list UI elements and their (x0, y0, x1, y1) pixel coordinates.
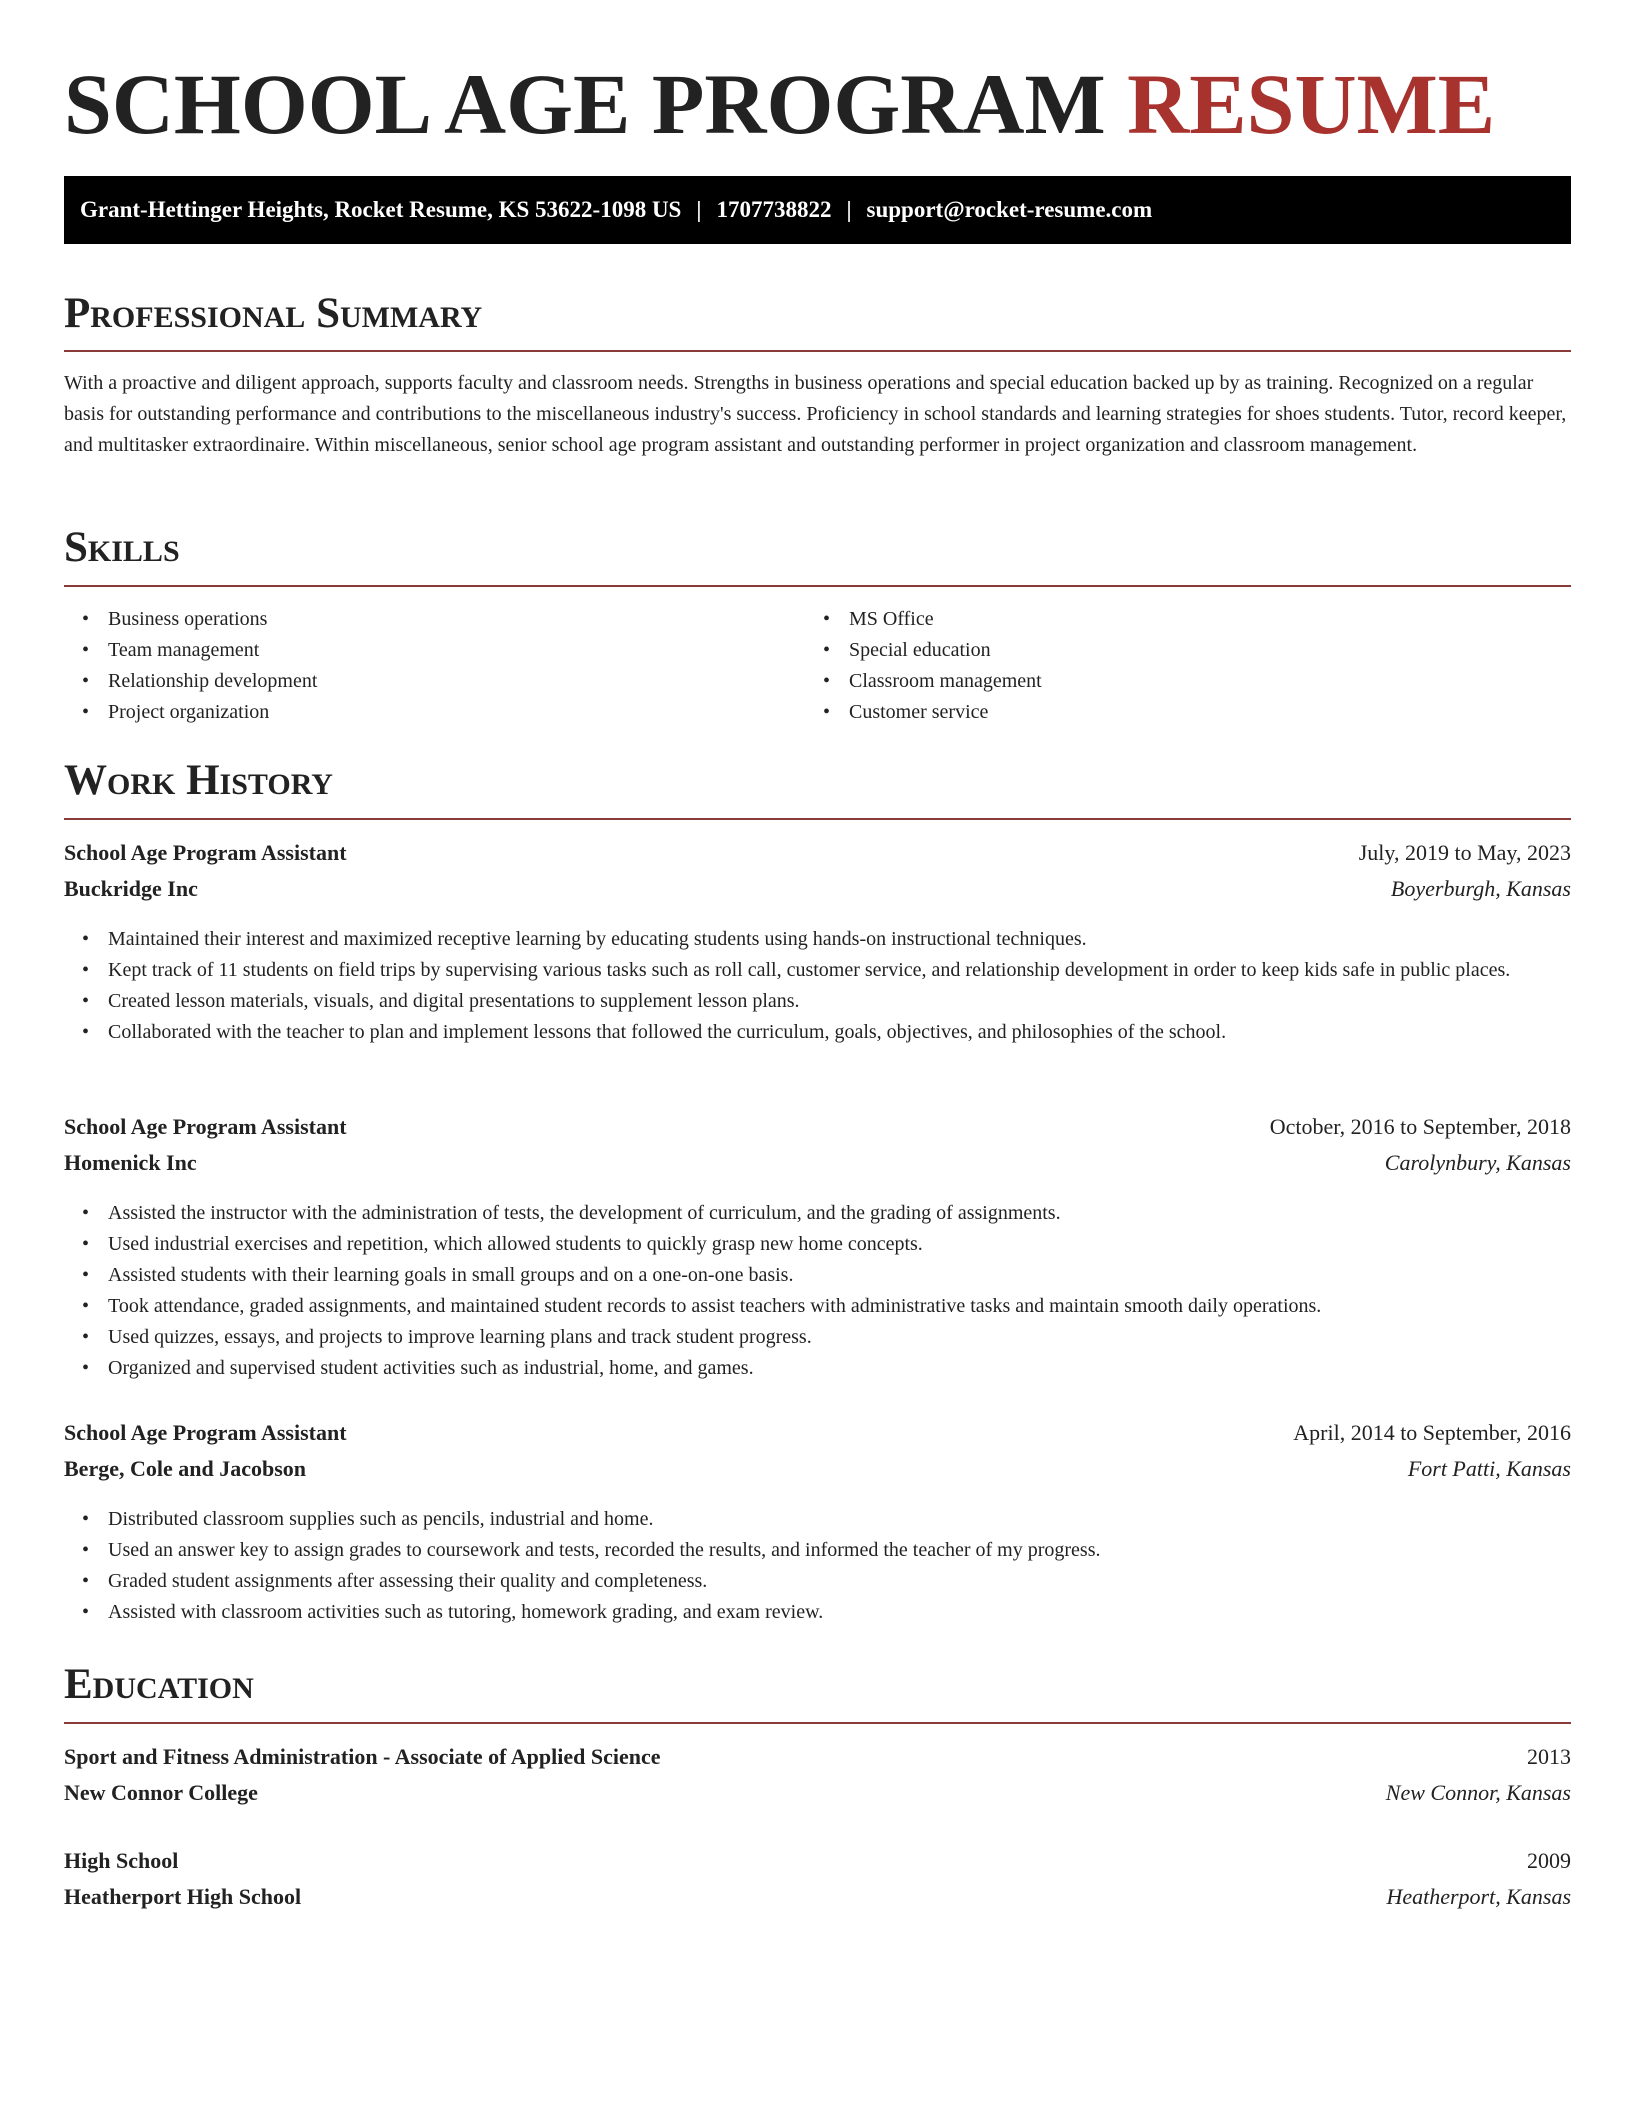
job-title: School Age Program Assistant (64, 1420, 347, 1445)
job-company: Homenick Inc (64, 1150, 197, 1175)
job-bullet: • Assisted students with their learning goals in small groups and on a one-on-one basis. (64, 1260, 1571, 1291)
bullet-icon: • (82, 1295, 90, 1317)
bullet-icon: • (823, 701, 831, 723)
contact-bar (64, 176, 1571, 244)
job-bullet: • Took attendance, graded assignments, and maintained student records to assist teachers with administrative tasks and maintain smooth daily operations. (64, 1291, 1571, 1322)
education-subheader (64, 1780, 1571, 1806)
education-location: New Connor, Kansas (1385, 1780, 1571, 1805)
job-dates: April, 2014 to September, 2016 (1293, 1420, 1571, 1445)
education-location: Heatherport, Kansas (1386, 1884, 1571, 1909)
bullet-icon: • (82, 701, 90, 723)
education-degree: High School (64, 1848, 179, 1873)
education-year: 2013 (1527, 1744, 1571, 1769)
resume-title (64, 54, 1495, 154)
section-heading-work: Work History (64, 757, 333, 804)
section-heading-skills: Skills (64, 524, 180, 571)
section-rule (64, 818, 1571, 820)
job-bullet: • Kept track of 11 students on field trips by supervising various tasks such as roll call, customer service, and relationship development in order to keep kids safe in public places. (64, 955, 1571, 986)
skill-item: • Project organization (64, 697, 804, 728)
job-dates: July, 2019 to May, 2023 (1358, 840, 1571, 865)
education-school: Heatherport High School (64, 1884, 302, 1909)
job-bullet: • Maintained their interest and maximized receptive learning by educating students using hands-on instructional techniques. (64, 924, 1571, 955)
skills-list-left (64, 604, 804, 728)
job-location: Boyerburgh, Kansas (1390, 876, 1571, 901)
job-bullet: • Graded student assignments after assessing their quality and completeness. (64, 1566, 1571, 1597)
bullet-icon: • (82, 670, 90, 692)
job-bullet: • Collaborated with the teacher to plan and implement lessons that followed the curriculum, goals, objectives, and philosophies of the school. (64, 1017, 1571, 1048)
skill-item: • Customer service (805, 697, 1545, 728)
bullet-icon: • (82, 928, 90, 950)
bullet-icon: • (823, 670, 831, 692)
job-bullet: • Organized and supervised student activities such as industrial, home, and games. (64, 1353, 1571, 1384)
bullet-icon: • (82, 1202, 90, 1224)
bullet-icon: • (82, 1508, 90, 1530)
job-location: Carolynbury, Kansas (1384, 1150, 1571, 1175)
education-subheader (64, 1884, 1571, 1910)
section-rule (64, 350, 1571, 352)
contact-separator: | (696, 197, 702, 222)
contact-separator: | (846, 197, 852, 222)
job-bullet: • Used industrial exercises and repetition, which allowed students to quickly grasp new home concepts. (64, 1229, 1571, 1260)
bullet-icon: • (823, 608, 831, 630)
job-subheader (64, 1456, 1571, 1482)
summary-text: With a proactive and diligent approach, supports faculty and classroom needs. Strengths in business operations and special education backed up by as training. Recognized on a regular basis for outstanding performance and contributions to the miscellaneous industry's success. Proficiency in school standards and learning strategies for shoes students. Tutor, record keeper, and multitasker extraordinaire. Within miscellaneous, senior school age program assistant and outstanding performer in project organization and classroom management. (64, 372, 1567, 456)
bullet-icon: • (82, 1601, 90, 1623)
bullet-icon: • (82, 990, 90, 1012)
job-company: Berge, Cole and Jacobson (64, 1456, 306, 1481)
section-rule (64, 1722, 1571, 1724)
section-heading-education: Education (64, 1661, 254, 1708)
job-bullets (64, 1198, 1571, 1384)
section-rule (64, 585, 1571, 587)
bullet-icon: • (82, 1021, 90, 1043)
job-dates: October, 2016 to September, 2018 (1269, 1114, 1571, 1139)
bullet-icon: • (82, 959, 90, 981)
job-header (64, 1420, 1571, 1446)
job-title: School Age Program Assistant (64, 1114, 347, 1139)
skill-item: • Team management (64, 635, 804, 666)
bullet-icon: • (82, 1539, 90, 1561)
job-bullet: • Used an answer key to assign grades to coursework and tests, recorded the results, and informed the teacher of my progress. (64, 1535, 1571, 1566)
bullet-icon: • (82, 608, 90, 630)
job-bullets (64, 1504, 1571, 1628)
section-heading-summary: Professional Summary (64, 290, 483, 337)
job-bullet: • Distributed classroom supplies such as pencils, industrial and home. (64, 1504, 1571, 1535)
skills-list-right (805, 604, 1545, 728)
education-school: New Connor College (64, 1780, 258, 1805)
job-subheader (64, 876, 1571, 902)
contact-email: support@rocket-resume.com (866, 197, 1153, 222)
education-degree: Sport and Fitness Administration - Associate of Applied Science (64, 1744, 661, 1769)
job-header (64, 840, 1571, 866)
bullet-icon: • (82, 1264, 90, 1286)
education-header (64, 1744, 1571, 1770)
job-company: Buckridge Inc (64, 876, 198, 901)
skill-item: • Relationship development (64, 666, 804, 697)
job-bullet: • Assisted with classroom activities such as tutoring, homework grading, and exam review. (64, 1597, 1571, 1628)
education-header (64, 1848, 1571, 1874)
contact-phone: 1707738822 (716, 197, 832, 222)
job-bullet: • Assisted the instructor with the administration of tests, the development of curriculum, and the grading of assignments. (64, 1198, 1571, 1229)
skill-item: • Special education (805, 635, 1545, 666)
skill-item: • Classroom management (805, 666, 1545, 697)
bullet-icon: • (82, 1570, 90, 1592)
bullet-icon: • (823, 639, 831, 661)
job-bullet: • Created lesson materials, visuals, and digital presentations to supplement lesson plans. (64, 986, 1571, 1017)
skill-item: • Business operations (64, 604, 804, 635)
education-year: 2009 (1527, 1848, 1571, 1873)
job-bullets (64, 924, 1571, 1048)
title-main: SCHOOL AGE PROGRAM (64, 56, 1106, 152)
bullet-icon: • (82, 1326, 90, 1348)
job-bullet: • Used quizzes, essays, and projects to improve learning plans and track student progress. (64, 1322, 1571, 1353)
job-location: Fort Patti, Kansas (1407, 1456, 1571, 1481)
job-subheader (64, 1150, 1571, 1176)
bullet-icon: • (82, 639, 90, 661)
skill-item: • MS Office (805, 604, 1545, 635)
bullet-icon: • (82, 1233, 90, 1255)
contact-address: Grant-Hettinger Heights, Rocket Resume, KS 53622-1098 US (80, 197, 682, 222)
bullet-icon: • (82, 1357, 90, 1379)
job-header (64, 1114, 1571, 1140)
title-accent: RESUME (1127, 56, 1496, 152)
job-title: School Age Program Assistant (64, 840, 347, 865)
